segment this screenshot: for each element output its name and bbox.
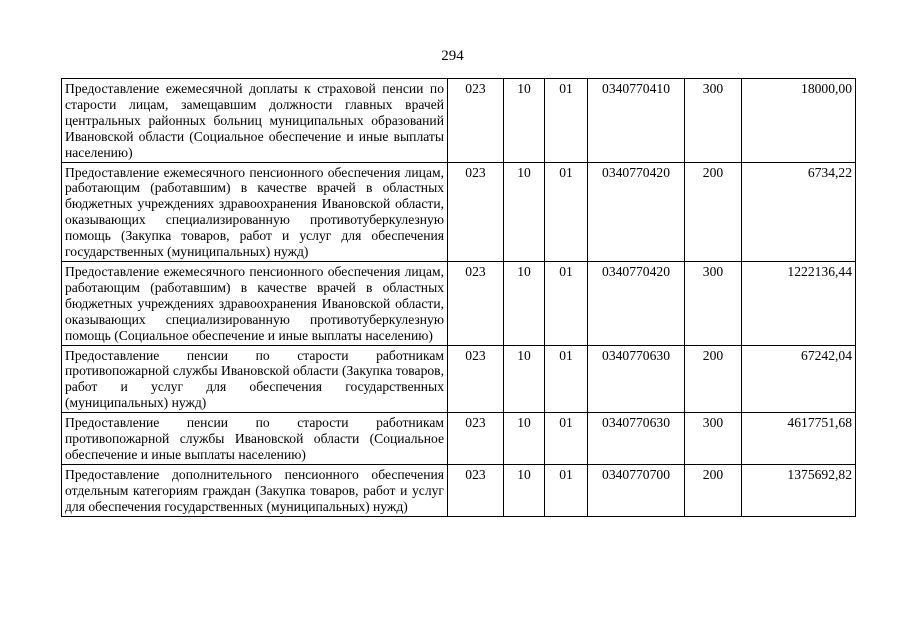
row-description: Предоставление ежемесячного пенсионного обеспечения лицам, работающим (работавшим) в качестве врачей в областных бюджетных учреждениях здравоохранения Ивановской области, оказывающих специализированную противотуберкулезную помощь (Социальное обеспечение и иные выплаты населению) xyxy=(62,261,448,345)
subsection-code: 01 xyxy=(545,162,588,261)
target-article-code: 0340770420 xyxy=(588,261,685,345)
section-code: 10 xyxy=(504,464,545,516)
table-row xyxy=(62,162,856,261)
subsection-code: 01 xyxy=(545,464,588,516)
ministry-code: 023 xyxy=(448,261,504,345)
amount: 4617751,68 xyxy=(742,413,856,465)
ministry-code: 023 xyxy=(448,413,504,465)
row-description: Предоставление ежемесячной доплаты к страховой пенсии по старости лицам, замещавшим должности главных врачей центральных районных больниц муниципальных образований Ивановской области (Социальное обеспечение и иные выплаты населению) xyxy=(62,79,448,163)
ministry-code: 023 xyxy=(448,79,504,163)
table-row xyxy=(62,345,856,413)
target-article-code: 0340770420 xyxy=(588,162,685,261)
expense-type-code: 300 xyxy=(685,79,742,163)
table-row xyxy=(62,464,856,516)
row-description: Предоставление пенсии по старости работникам противопожарной службы Ивановской области (Социальное обеспечение и иные выплаты населению) xyxy=(62,413,448,465)
ministry-code: 023 xyxy=(448,162,504,261)
ministry-code: 023 xyxy=(448,345,504,413)
amount: 1375692,82 xyxy=(742,464,856,516)
ministry-code: 023 xyxy=(448,464,504,516)
section-code: 10 xyxy=(504,261,545,345)
amount: 18000,00 xyxy=(742,79,856,163)
table-row xyxy=(62,261,856,345)
budget-table xyxy=(61,78,856,517)
subsection-code: 01 xyxy=(545,79,588,163)
section-code: 10 xyxy=(504,345,545,413)
expense-type-code: 300 xyxy=(685,413,742,465)
table-row xyxy=(62,79,856,163)
row-description: Предоставление дополнительного пенсионного обеспечения отдельным категориям граждан (Закупка товаров, работ и услуг для обеспечения государственных (муниципальных) нужд) xyxy=(62,464,448,516)
section-code: 10 xyxy=(504,79,545,163)
expense-type-code: 200 xyxy=(685,464,742,516)
target-article-code: 0340770630 xyxy=(588,345,685,413)
expense-type-code: 200 xyxy=(685,162,742,261)
expense-type-code: 300 xyxy=(685,261,742,345)
expense-type-code: 200 xyxy=(685,345,742,413)
row-description: Предоставление пенсии по старости работникам противопожарной службы Ивановской области (Закупка товаров, работ и услуг для обеспечения государственных (муниципальных) нужд) xyxy=(62,345,448,413)
target-article-code: 0340770410 xyxy=(588,79,685,163)
target-article-code: 0340770630 xyxy=(588,413,685,465)
table-row xyxy=(62,413,856,465)
page-number: 294 xyxy=(441,48,464,64)
row-description: Предоставление ежемесячного пенсионного обеспечения лицам, работающим (работавшим) в качестве врачей в областных бюджетных учреждениях здравоохранения Ивановской области, оказывающих специализированную противотуберкулезную помощь (Закупка товаров, работ и услуг для обеспечения государственных (муниципальных) нужд) xyxy=(62,162,448,261)
amount: 67242,04 xyxy=(742,345,856,413)
target-article-code: 0340770700 xyxy=(588,464,685,516)
amount: 1222136,44 xyxy=(742,261,856,345)
subsection-code: 01 xyxy=(545,345,588,413)
section-code: 10 xyxy=(504,413,545,465)
section-code: 10 xyxy=(504,162,545,261)
amount: 6734,22 xyxy=(742,162,856,261)
subsection-code: 01 xyxy=(545,413,588,465)
subsection-code: 01 xyxy=(545,261,588,345)
